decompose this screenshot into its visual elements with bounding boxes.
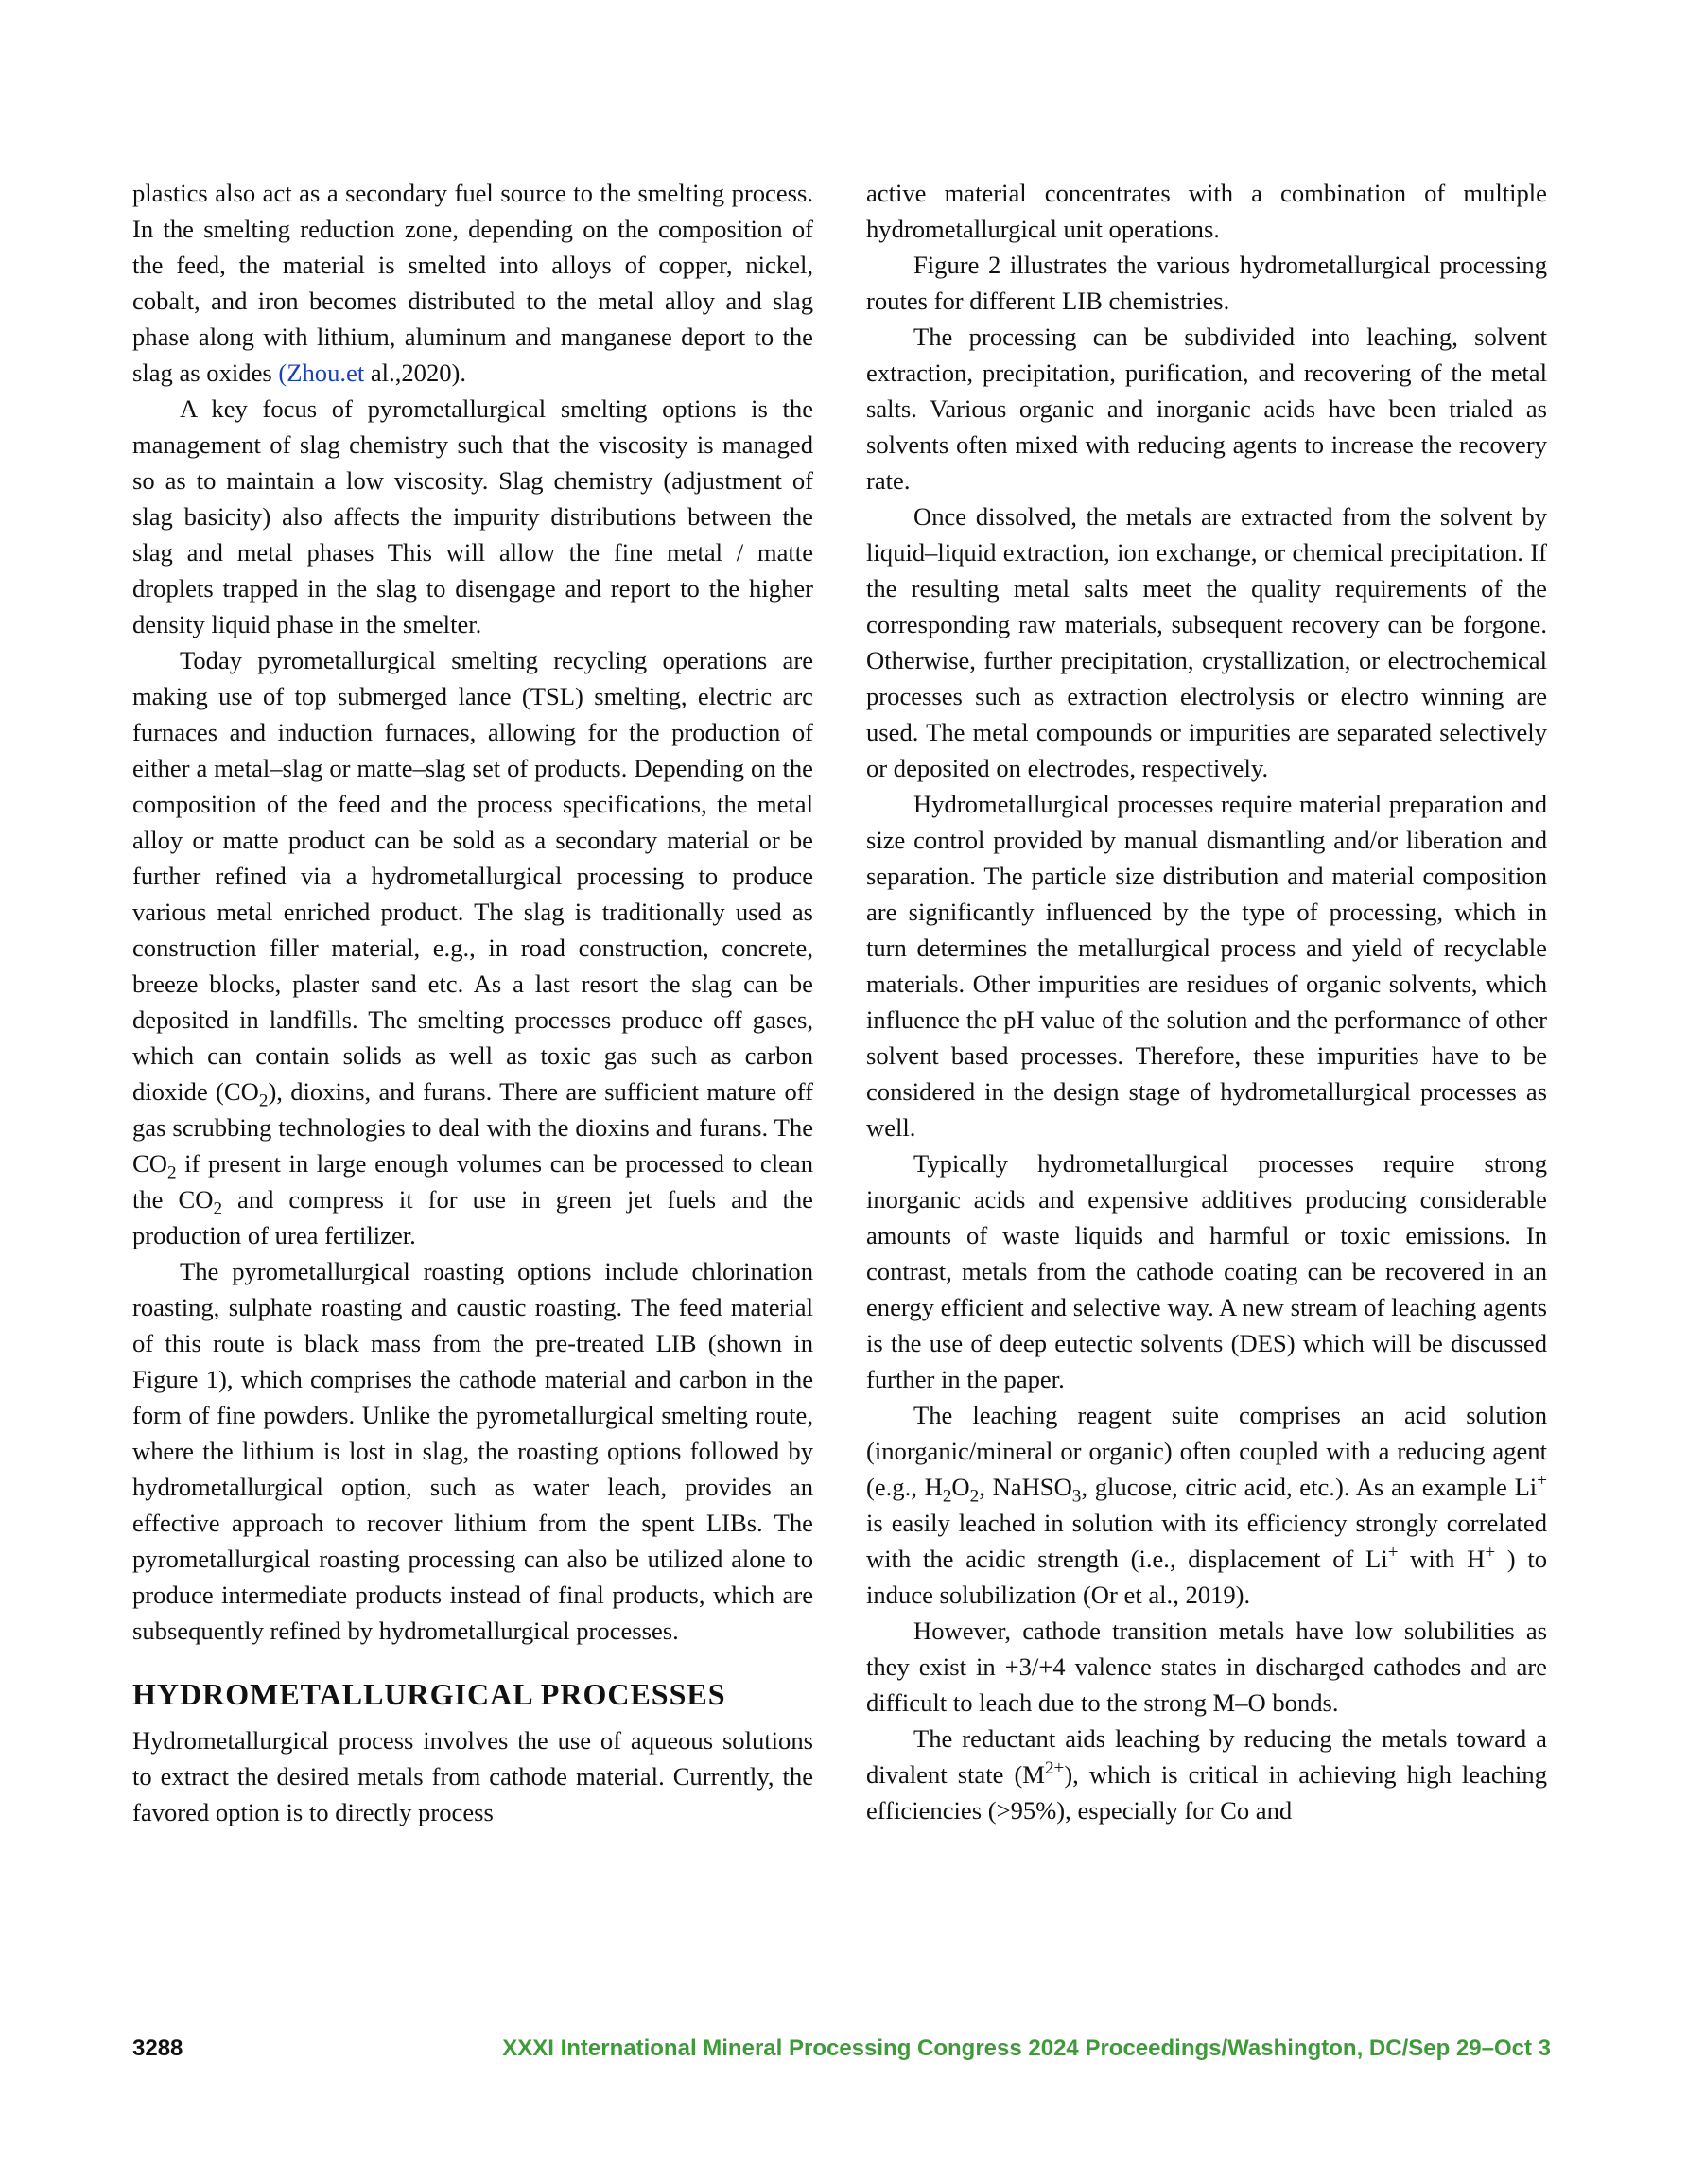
- section-heading: HYDROMETALLURGICAL PROCESSES: [132, 1677, 726, 1711]
- running-title: XXXI International Mineral Processing Congress 2024 Proceedings/Washington, DC/Sep 29–Oct 3: [502, 2035, 1551, 2061]
- paragraph: active material concentrates with a combination of multiple hydrometallurgical unit operations.: [866, 179, 1547, 243]
- paragraph: Once dissolved, the metals are extracted from the solvent by liquid–liquid extraction, ion exchange, or chemical precipitation. If the resulting metal salts meet the quality requirements of the corresponding raw materials, subsequent recovery can be forgone. Otherwise, further precipitation, crystallization, or electrochemical processes such as extraction electrolysis or electro winning are used. The metal compounds or impurities are separated selectively or deposited on electrodes, respectively.: [866, 502, 1547, 782]
- paragraph: A key focus of pyrometallurgical smelting options is the management of slag chemistry such that the viscosity is managed so as to maintain a low viscosity. Slag chemistry (adjustment of slag basicity) also affects the impurity distributions between the slag and metal phases This will allow the fine metal / matte droplets trapped in the slag to disengage and report to the higher density liquid phase in the smelter.: [132, 394, 813, 638]
- paragraph: Today pyrometallurgical smelting recycling operations are making use of top submerged lance (TSL) smelting, electric arc furnaces and induction furnaces, allowing for the production of either a metal–slag or matte–slag set of products. Depending on the composition of the feed and the process specifications, the metal alloy or matte product can be sold as a secondary material or be further refined via a hydrometallurgical processing to produce various metal enriched product. The slag is traditionally used as construction filler material, e.g., in road construction, concrete, breeze blocks, plaster sand etc. As a last resort the slag can be deposited in landfills. The smelting processes produce off gases, which can contain solids as well as toxic gas such as carbon dioxide $(CO_2)$, dioxins, and furans. There are sufficient mature off gas scrubbing technologies to deal with the dioxins and furans. The $CO_2$ if present in large enough volumes can be processed to clean the $CO_2$ and compress it for use in green jet fuels and the production of urea fertilizer.: [132, 646, 813, 1249]
- paragraph: The leaching reagent suite comprises an acid solution (inorganic/mineral or organic) often coupled with a reducing agent (e.g., $H_2O_2$, NaHSO$_3$, glucose, citric acid, etc.). As an example Li+ is easily leached in solution with its efficiency strongly correlated with the acidic strength (i.e., displacement of Li+ with H+ ) to induce solubilization (Or et al., 2019).: [866, 1401, 1548, 1609]
- citation-link[interactable]: (Zhou.et: [278, 358, 365, 387]
- paragraph: Figure 2 illustrates the various hydrometallurgical processing routes for different LIB chemistries.: [866, 251, 1547, 315]
- paragraph: The processing can be subdivided into leaching, solvent extraction, precipitation, purification, and recovering of the metal salts. Various organic and inorganic acids have been trialed as solvents often mixed with reducing agents to increase the recovery rate.: [866, 323, 1547, 495]
- page-number: 3288: [132, 2035, 183, 2061]
- paragraph: plastics also act as a secondary fuel source to the smelting process. In the smelting reduction zone, depending on the composition of the feed, the material is smelted into alloys of copper, nickel, cobalt, and iron becomes distributed to the metal alloy and slag phase along with lithium, aluminum and manganese deport to the slag as oxides (Zhou.et al.,2020).: [132, 179, 813, 387]
- paragraph: Typically hydrometallurgical processes require strong inorganic acids and expensive additives producing considerable amounts of waste liquids and harmful or toxic emissions. In contrast, metals from the cathode coating can be recovered in an energy efficient and selective way. A new stream of leaching agents is the use of deep eutectic solvents (DES) which will be discussed further in the paper.: [866, 1149, 1547, 1393]
- paragraph: Hydrometallurgical process involves the use of aqueous solutions to extract the desired metals from cathode material. Currently, the favored option is to directly process: [132, 1726, 813, 1826]
- paragraph: The pyrometallurgical roasting options include chlorination roasting, sulphate roasting and caustic roasting. The feed material of this route is black mass from the pre-treated LIB (shown in Figure 1), which comprises the cathode material and carbon in the form of fine powders. Unlike the pyrometallurgical smelting route, where the lithium is lost in slag, the roasting options followed by hydrometallurgical option, such as water leach, provides an effective approach to recover lithium from the spent LIBs. The pyrometallurgical roasting processing can also be utilized alone to produce intermediate products instead of final products, which are subsequently refined by hydrometallurgical processes.: [132, 1257, 813, 1645]
- page-footer: [132, 2035, 1551, 2070]
- left-column: [132, 175, 813, 1830]
- paragraph: Hydrometallurgical processes require material preparation and size control provided by manual dismantling and/or liberation and separation. The particle size distribution and material composition are significantly influenced by the type of processing, which in turn determines the metallurgical process and yield of recyclable materials. Other impurities are residues of organic solvents, which influence the pH value of the solution and the performance of other solvent based processes. Therefore, these impurities have to be considered in the design stage of hydrometallurgical processes as well.: [866, 790, 1547, 1142]
- paragraph: The reductant aids leaching by reducing the metals toward a divalent state $(M^{2+})$, which is critical in achieving high leaching efficiencies (>95%), especially for Co and: [866, 1724, 1547, 1825]
- right-column: [866, 175, 1547, 1828]
- paragraph: However, cathode transition metals have low solubilities as they exist in +3/+4 valence states in discharged cathodes and are difficult to leach due to the strong M–O bonds.: [866, 1616, 1547, 1717]
